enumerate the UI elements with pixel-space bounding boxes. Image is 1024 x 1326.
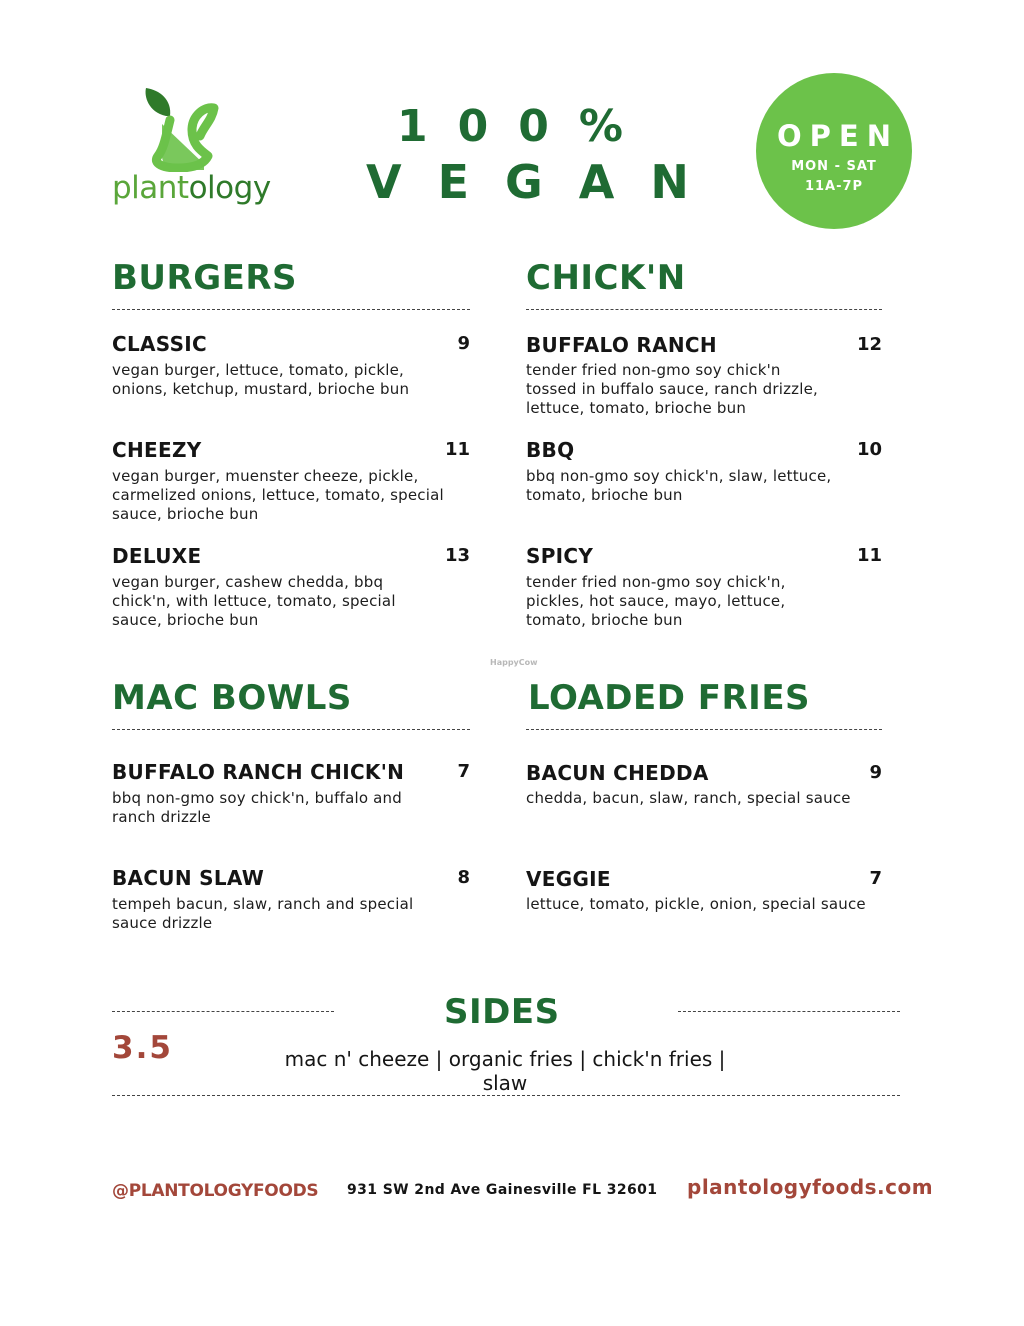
- section-title-loaded-fries: LOADED FRIES: [528, 678, 811, 718]
- item-price: 8: [457, 867, 470, 888]
- item-name: CLASSIC: [112, 332, 208, 356]
- item-price: 11: [856, 545, 882, 566]
- website-link[interactable]: plantologyfoods.com: [687, 1175, 934, 1199]
- headline-line1: 100%: [397, 101, 653, 152]
- item-name: CHEEZY: [112, 438, 202, 462]
- item-price: 9: [457, 333, 470, 354]
- headline-line2: VEGAN: [366, 155, 725, 209]
- item-desc: vegan burger, muenster cheeze, pickle, carmelized onions, lettuce, tomato, special sauce, brioche bun: [112, 467, 444, 523]
- divider: [112, 1011, 334, 1012]
- item-desc: tempeh bacun, slaw, ranch and special sauce drizzle: [112, 895, 414, 932]
- item-price: 7: [869, 868, 882, 889]
- item-name: BUFFALO RANCH CHICK'N: [112, 760, 405, 784]
- watermark: HappyCow: [490, 658, 538, 667]
- section-title-sides: SIDES: [444, 992, 560, 1032]
- item-desc: tender fried non-gmo soy chick'n, pickles, hot sauce, mayo, lettuce, tomato, brioche bun: [526, 573, 786, 629]
- open-label: OPEN: [777, 119, 899, 153]
- item-desc: bbq non-gmo soy chick'n, slaw, lettuce, tomato, brioche bun: [526, 467, 832, 504]
- item-price: 12: [856, 334, 882, 355]
- item-name: BUFFALO RANCH: [526, 333, 717, 357]
- item-name: BBQ: [526, 438, 575, 462]
- hours-badge: [756, 73, 912, 229]
- section-title-chickn: CHICK'N: [526, 258, 686, 298]
- open-hours: 11A-7P: [804, 179, 864, 194]
- item-price: 10: [856, 439, 882, 460]
- section-title-burgers: BURGERS: [112, 258, 298, 298]
- section-title-mac-bowls: MAC BOWLS: [112, 678, 352, 718]
- address: 931 SW 2nd Ave Gainesville FL 32601: [347, 1182, 658, 1198]
- headline: [330, 100, 725, 210]
- item-desc: vegan burger, lettuce, tomato, pickle, onions, ketchup, mustard, brioche bun: [112, 361, 410, 398]
- divider: [678, 1011, 900, 1012]
- item-price: 9: [869, 762, 882, 783]
- divider: [112, 309, 470, 310]
- divider: [112, 1095, 900, 1096]
- divider: [112, 729, 470, 730]
- plantology-logo: [108, 86, 271, 214]
- item-desc: tender fried non-gmo soy chick'n tossed in buffalo sauce, ranch drizzle, lettuce, tomato, brioche bun: [526, 361, 819, 417]
- item-name: VEGGIE: [526, 867, 611, 891]
- leaf-icon: [142, 86, 222, 172]
- item-price: 11: [444, 439, 470, 460]
- open-days: MON - SAT: [791, 159, 877, 174]
- divider: [526, 309, 882, 310]
- sides-price: 3.5: [112, 1030, 173, 1066]
- brand-wordmark: plantology: [112, 170, 271, 206]
- sides-list: mac n' cheeze | organic fries | chick'n fries | slaw: [284, 1047, 726, 1095]
- divider: [526, 729, 882, 730]
- item-desc: lettuce, tomato, pickle, onion, special sauce: [526, 895, 866, 913]
- item-name: BACUN SLAW: [112, 866, 265, 890]
- item-name: DELUXE: [112, 544, 202, 568]
- item-desc: bbq non-gmo soy chick'n, buffalo and ranch drizzle: [112, 789, 402, 826]
- item-name: SPICY: [526, 544, 594, 568]
- social-handle: @PLANTOLOGYFOODS: [112, 1181, 319, 1201]
- item-desc: vegan burger, cashew chedda, bbq chick'n, with lettuce, tomato, special sauce, brioche bun: [112, 573, 396, 629]
- item-desc: chedda, bacun, slaw, ranch, special sauce: [526, 789, 851, 807]
- item-price: 7: [457, 761, 470, 782]
- item-price: 13: [444, 545, 470, 566]
- item-name: BACUN CHEDDA: [526, 761, 709, 785]
